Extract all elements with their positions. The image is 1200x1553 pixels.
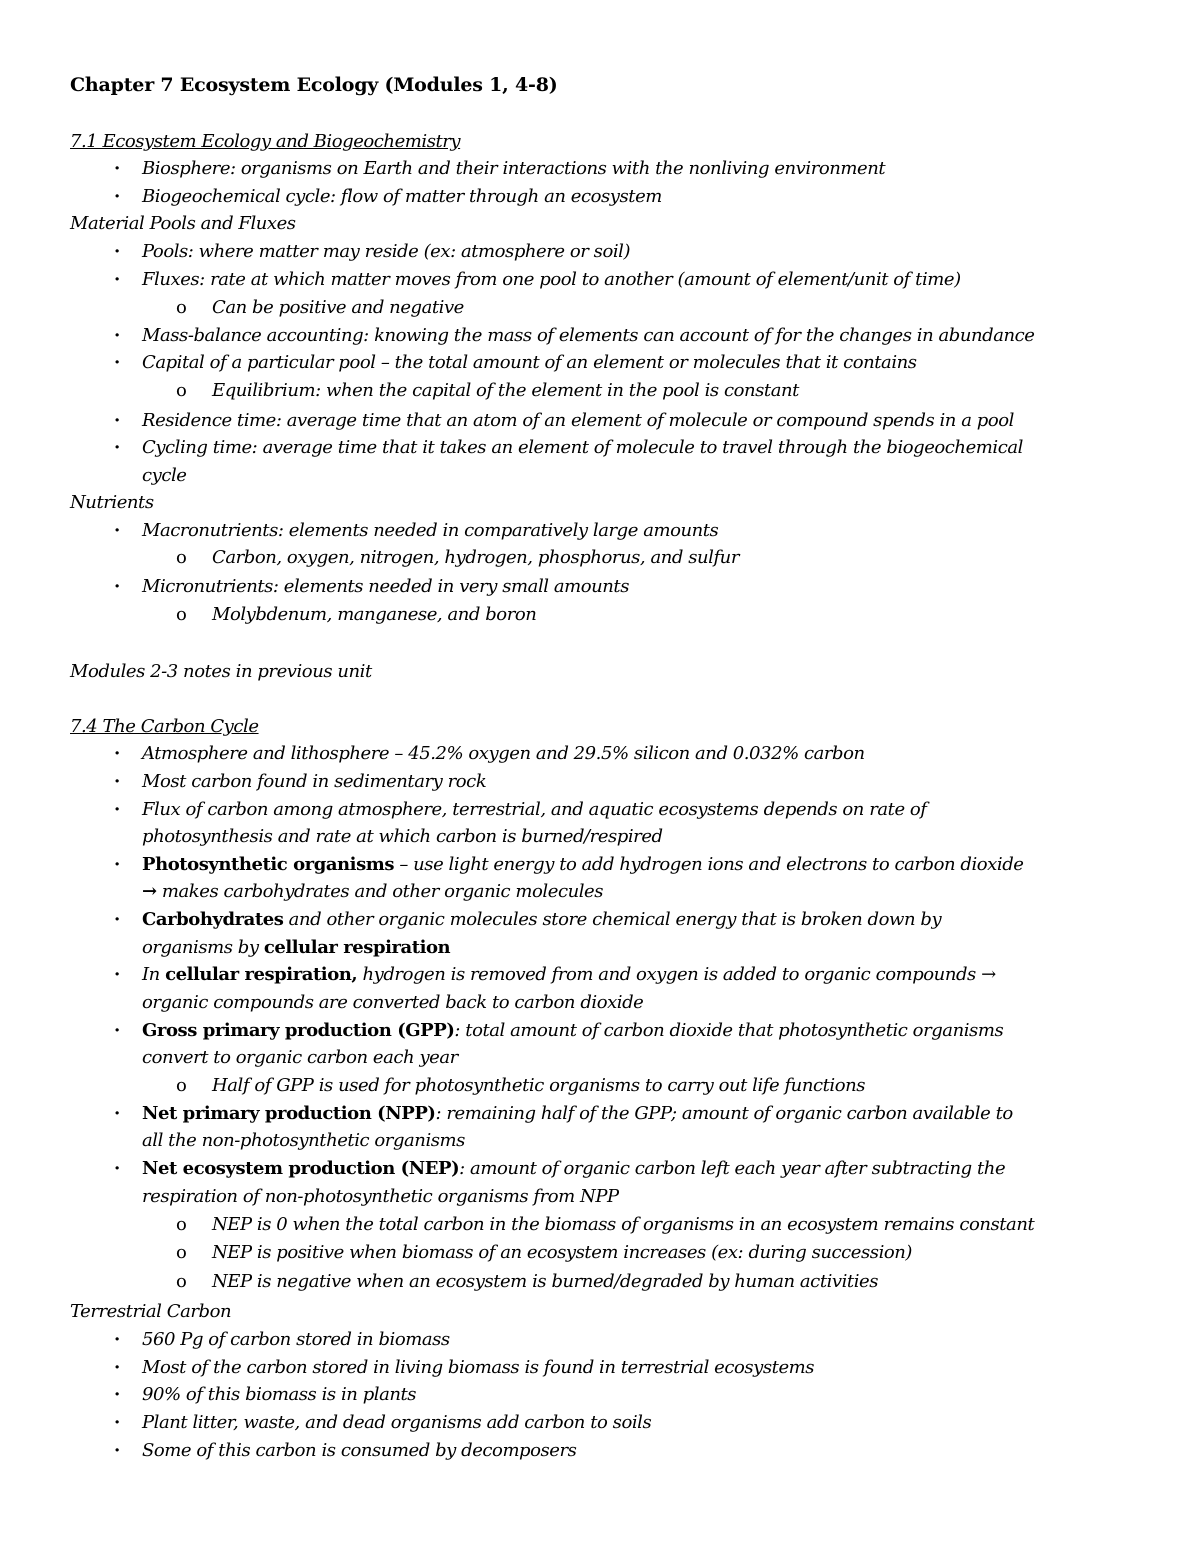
term-description: : remaining half of the GPP; amount of organic carbon available to bbox=[435, 1103, 1013, 1124]
list-item bbox=[142, 1155, 1005, 1182]
list-item: · Mass-balance accounting: knowing the mass of elements can account of for the changes in abundance bbox=[142, 322, 1034, 349]
list-item-continuation: respiration of non-photosynthetic organisms from NPP bbox=[142, 1186, 619, 1207]
list-item: · Capital of a particular pool – the total amount of an element or molecules that it contains bbox=[142, 349, 917, 376]
sub-list-item: o Equilibrium: when the capital of the element in the pool is constant bbox=[212, 377, 799, 404]
sub-list-item: o NEP is 0 when the total carbon in the biomass of organisms in an ecosystem remains constant bbox=[212, 1211, 1034, 1238]
list-item-continuation: organic compounds are converted back to carbon dioxide bbox=[142, 992, 644, 1013]
list-item bbox=[142, 851, 1023, 878]
list-item bbox=[142, 906, 941, 933]
list-item: · Biosphere: organisms on Earth and their interactions with the nonliving environment bbox=[142, 155, 885, 182]
bold-term: Net ecosystem production (NEP) bbox=[142, 1158, 460, 1179]
list-item-continuation bbox=[142, 934, 450, 961]
arrow-icon: → bbox=[142, 881, 157, 902]
sub-list-item: o Can be positive and negative bbox=[212, 294, 464, 321]
sub-list-item: o Molybdenum, manganese, and boron bbox=[212, 601, 536, 628]
list-item: · Fluxes: rate at which matter moves from one pool to another (amount of element/unit of time) bbox=[142, 266, 961, 293]
continuation-text: makes carbohydrates and other organic molecules bbox=[156, 881, 604, 902]
list-item: · Macronutrients: elements needed in comparatively large amounts bbox=[142, 517, 718, 544]
bold-term: cellular respiration bbox=[263, 937, 451, 958]
list-item: · Plant litter, waste, and dead organisms add carbon to soils bbox=[142, 1409, 651, 1436]
bold-term: Net primary production (NPP) bbox=[142, 1103, 436, 1124]
list-item-continuation: convert to organic carbon each year bbox=[142, 1047, 458, 1068]
list-item: · 90% of this biomass is in plants bbox=[142, 1381, 416, 1408]
list-item: · Flux of carbon among atmosphere, terrestrial, and aquatic ecosystems depends on rate of bbox=[142, 796, 927, 823]
modules-note: Modules 2-3 notes in previous unit bbox=[70, 661, 372, 682]
document-title: Chapter 7 Ecosystem Ecology (Modules 1, 4-8) bbox=[70, 74, 558, 96]
term-description: and other organic molecules store chemical energy that is broken down by bbox=[283, 909, 942, 930]
list-item bbox=[142, 1017, 1003, 1044]
term-description: – use light energy to add hydrogen ions and electrons to carbon dioxide bbox=[394, 854, 1024, 875]
list-item-continuation: photosynthesis and rate at which carbon is burned/respired bbox=[142, 826, 663, 847]
list-item: · Biogeochemical cycle: flow of matter through an ecosystem bbox=[142, 183, 662, 210]
bold-term: cellular respiration, bbox=[165, 964, 358, 985]
list-item: · Pools: where matter may reside (ex: atmosphere or soil) bbox=[142, 238, 630, 265]
sub-list-item: o Half of GPP is used for photosynthetic organisms to carry out life functions bbox=[212, 1072, 865, 1099]
subheading-nutrients: Nutrients bbox=[70, 492, 154, 513]
continuation-text: organisms by bbox=[142, 937, 264, 958]
sub-list-item: o NEP is positive when biomass of an ecosystem increases (ex: during succession) bbox=[212, 1239, 912, 1266]
term-description: : total amount of carbon dioxide that photosynthetic organisms bbox=[454, 1020, 1004, 1041]
list-item: · 560 Pg of carbon stored in biomass bbox=[142, 1326, 450, 1353]
section-heading-7-4: 7.4 The Carbon Cycle bbox=[70, 716, 259, 737]
term-description: hydrogen is removed from and oxygen is added to organic compounds → bbox=[357, 964, 996, 985]
subheading-material-pools: Material Pools and Fluxes bbox=[70, 213, 296, 234]
list-item-continuation: cycle bbox=[142, 465, 187, 486]
sub-list-item: o NEP is negative when an ecosystem is burned/degraded by human activities bbox=[212, 1268, 878, 1295]
bold-term: Carbohydrates bbox=[142, 909, 284, 930]
list-item: · Micronutrients: elements needed in very small amounts bbox=[142, 573, 629, 600]
list-item: · Most of the carbon stored in living biomass is found in terrestrial ecosystems bbox=[142, 1354, 814, 1381]
list-item: · Atmosphere and lithosphere – 45.2% oxygen and 29.5% silicon and 0.032% carbon bbox=[142, 740, 865, 767]
list-item-continuation: all the non-photosynthetic organisms bbox=[142, 1130, 465, 1151]
bold-term: Photosynthetic organisms bbox=[142, 854, 395, 875]
list-item: · Most carbon found in sedimentary rock bbox=[142, 768, 486, 795]
list-item: · Cycling time: average time that it takes an element of molecule to travel through the biogeochemical bbox=[142, 434, 1023, 461]
list-item: · Residence time: average time that an atom of an element of molecule or compound spends in a pool bbox=[142, 407, 1014, 434]
bold-term: Gross primary production (GPP) bbox=[142, 1020, 455, 1041]
list-item bbox=[142, 1100, 1013, 1127]
sub-list-item: o Carbon, oxygen, nitrogen, hydrogen, phosphorus, and sulfur bbox=[212, 544, 739, 571]
term-description: : amount of organic carbon left each year after subtracting the bbox=[459, 1158, 1006, 1179]
section-heading-7-1: 7.1 Ecosystem Ecology and Biogeochemistry bbox=[70, 131, 461, 152]
lead-text: In bbox=[142, 964, 166, 985]
list-item-continuation bbox=[142, 878, 603, 905]
list-item bbox=[142, 961, 996, 988]
list-item: · Some of this carbon is consumed by decomposers bbox=[142, 1437, 576, 1464]
subheading-terrestrial-carbon: Terrestrial Carbon bbox=[70, 1301, 232, 1322]
